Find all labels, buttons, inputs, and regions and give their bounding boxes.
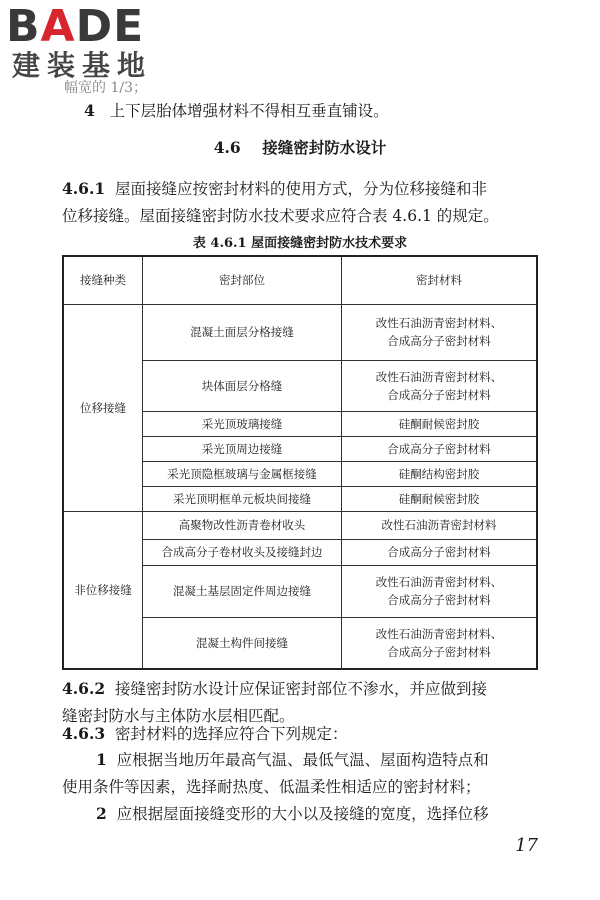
logo-letters-b: B	[6, 1, 41, 52]
clause-4-item	[84, 97, 389, 125]
item-line: 使用条件等因素，选择耐热度、低温柔性相适应的密封材料；	[62, 778, 481, 796]
seal-material-cell	[342, 617, 538, 669]
seal-material-cell: 硅酮耐候密封胶	[342, 411, 538, 436]
seal-material-cell: 合成高分子密封材料	[342, 436, 538, 461]
seal-material-cell	[342, 304, 538, 360]
logo-wordmark	[6, 1, 181, 52]
seal-material-cell: 硅酮耐候密封胶	[342, 486, 538, 511]
table-row	[63, 511, 537, 539]
sealing-requirements-table	[62, 255, 538, 670]
bade-logo	[6, 1, 181, 86]
seal-material-cell	[342, 360, 538, 411]
logo-subtitle: 建装基地	[12, 49, 153, 82]
item-number: 1	[96, 750, 107, 769]
clause-line: 位移接缝。屋面接缝密封防水技术要求应符合表 4.6.1 的规定。	[62, 207, 499, 225]
clause-number: 4.6.3	[62, 724, 106, 743]
seal-material-cell	[342, 565, 538, 617]
clause-line: 接缝密封防水设计应保证密封部位不渗水，并应做到接	[115, 680, 488, 698]
seal-location-cell: 采光顶玻璃接缝	[143, 411, 342, 436]
material-line: 合成高分子密封材料	[387, 593, 491, 607]
clause-line: 缝密封防水与主体防水层相匹配。	[62, 707, 295, 725]
header-joint-type: 接缝种类	[63, 256, 143, 304]
seal-location-cell: 采光顶明框单元板块间接缝	[143, 486, 342, 511]
item-text: 上下层胎体增强材料不得相互垂直铺设。	[109, 102, 389, 120]
clause-4-6-3	[62, 720, 348, 748]
material-line: 改性石油沥青密封材料、	[375, 575, 503, 589]
joint-type-cell: 非位移接缝	[63, 511, 143, 669]
section-title: 接缝密封防水设计	[262, 138, 387, 157]
partial-top-text: 幅宽的 1/3；	[64, 80, 147, 96]
section-heading	[0, 136, 600, 158]
table-row	[63, 304, 537, 360]
clause-4-6-3-item-1	[62, 746, 489, 801]
joint-type-cell: 位移接缝	[63, 304, 143, 511]
material-line: 改性石油沥青密封材料、	[375, 316, 503, 330]
item-number: 4	[84, 101, 95, 120]
clause-number: 4.6.2	[62, 679, 106, 698]
page-number: 17	[515, 835, 538, 856]
clause-line: 密封材料的选择应符合下列规定：	[115, 725, 348, 743]
header-seal-material: 密封材料	[342, 256, 538, 304]
table-caption: 表 4.6.1 屋面接缝密封防水技术要求	[192, 236, 408, 251]
item-line: 应根据屋面接缝变形的大小以及接缝的宽度，选择位移	[116, 805, 489, 823]
seal-material-cell: 合成高分子密封材料	[342, 539, 538, 565]
logo-letters-de: DE	[75, 1, 145, 52]
item-line: 应根据当地历年最高气温、最低气温、屋面构造特点和	[116, 751, 489, 769]
material-line: 改性石油沥青密封材料、	[375, 369, 503, 384]
table-header-row	[63, 256, 537, 304]
clause-4-6-3-item-2	[96, 800, 489, 828]
seal-location-cell: 高聚物改性沥青卷材收头	[143, 511, 342, 539]
logo-letter-a: A	[40, 1, 76, 52]
header-seal-location: 密封部位	[143, 256, 342, 304]
material-line: 改性石油沥青密封材料、	[375, 626, 503, 641]
material-line: 合成高分子密封材料	[387, 334, 491, 348]
clause-number: 4.6.1	[62, 179, 106, 198]
material-line: 合成高分子密封材料	[387, 387, 491, 402]
seal-material-cell: 改性石油沥青密封材料	[342, 511, 538, 539]
seal-location-cell: 块体面层分格缝	[143, 360, 342, 411]
seal-location-cell: 合成高分子卷材收头及接缝封边	[143, 539, 342, 565]
seal-location-cell: 混凝土构件间接缝	[143, 617, 342, 669]
seal-location-cell: 采光顶隐框玻璃与金属框接缝	[143, 461, 342, 486]
seal-location-cell: 混凝土基层固定件周边接缝	[143, 565, 342, 617]
seal-material-cell: 硅酮结构密封胶	[342, 461, 538, 486]
section-number: 4.6	[213, 138, 241, 157]
seal-location-cell: 采光顶周边接缝	[143, 436, 342, 461]
clause-4-6-1	[62, 175, 499, 230]
material-line: 合成高分子密封材料	[387, 644, 491, 659]
clause-line: 屋面接缝应按密封材料的使用方式，分为位移接缝和非	[115, 180, 488, 198]
seal-location-cell: 混凝土面层分格接缝	[143, 304, 342, 360]
item-number: 2	[96, 804, 107, 823]
